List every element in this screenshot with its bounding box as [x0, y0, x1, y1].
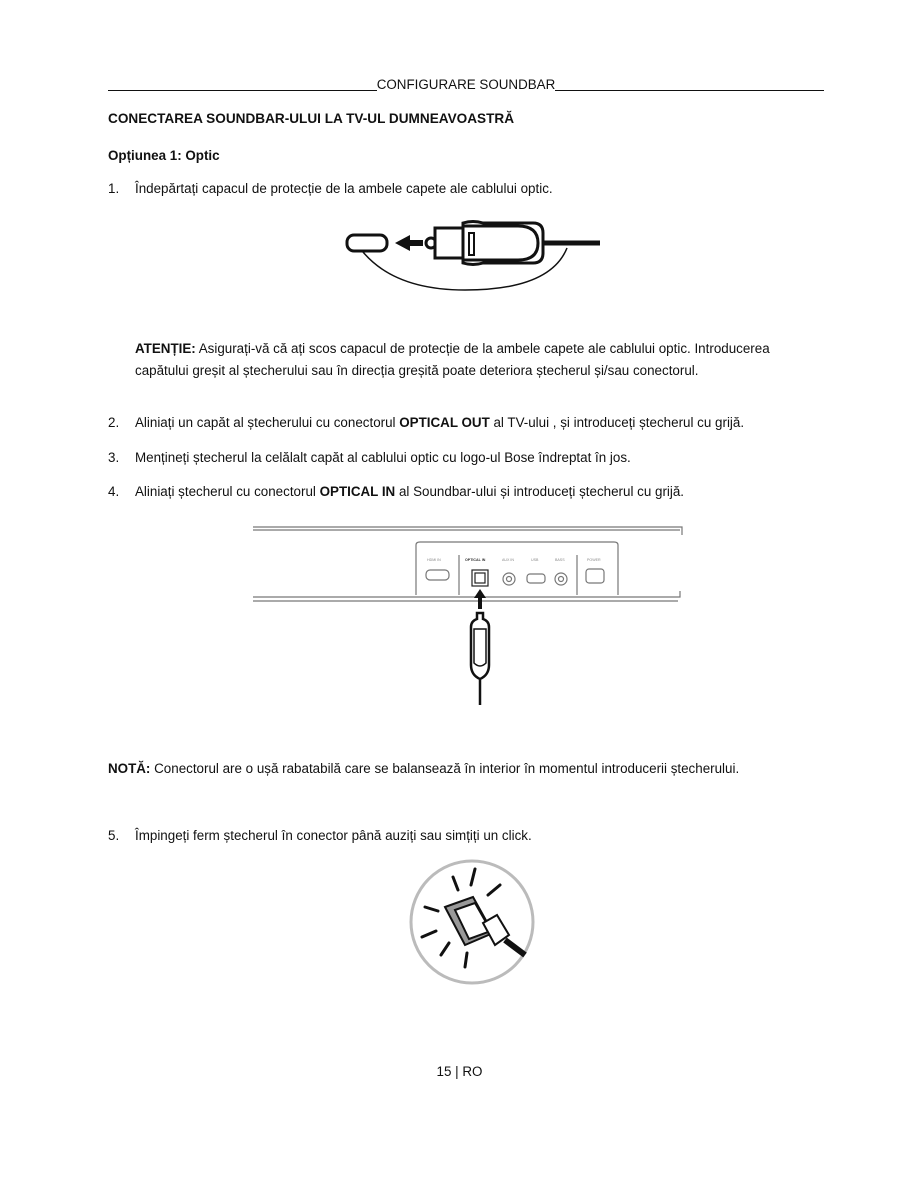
step-number: 3.	[108, 450, 120, 465]
step-number: 1.	[108, 181, 120, 196]
step-text: Împingeți ferm ștecherul în conector până auziți sau simțiți un click.	[135, 828, 532, 843]
port-label: USB	[531, 558, 539, 562]
click-illustration	[405, 855, 540, 990]
step-number: 4.	[108, 484, 120, 499]
port-label: BASS	[555, 558, 565, 562]
step-3	[108, 450, 828, 465]
page-number: 15 | RO	[436, 1064, 483, 1079]
step-number: 5.	[108, 828, 120, 843]
option-heading: Opțiunea 1: Optic	[108, 148, 220, 163]
running-header	[108, 75, 824, 93]
port-label: POWER	[587, 558, 601, 562]
port-label: AUX IN	[502, 558, 514, 562]
step-4	[108, 484, 828, 499]
caution-text: Asigurați-vă că ați scos capacul de protecție de la ambele capete ale cablului optic. Introducerea capătului greșit al ștecherului sau în direcția greșită poate deteriora ștecherul și/sau conectorul.	[135, 341, 770, 378]
step-2	[108, 415, 828, 430]
step-text: Aliniați un capăt al ștecherului cu conectorul OPTICAL OUT al TV-ului , și introduceți ștecherul cu grijă.	[135, 415, 745, 430]
optical-cap-illustration	[335, 218, 605, 298]
step-text: Aliniați ștecherul cu conectorul OPTICAL IN al Soundbar-ului și introduceți ștecherul cu grijă.	[135, 484, 685, 499]
step-5	[108, 828, 828, 843]
header-section-title: CONFIGURARE SOUNDBAR	[376, 77, 556, 92]
note-text: Conectorul are o ușă rabatabilă care se balansează în interior în momentul introducerii ștecherului.	[150, 761, 740, 776]
step-number: 2.	[108, 415, 120, 430]
note-label: NOTĂ:	[108, 761, 151, 776]
step-text: Îndepărtați capacul de protecție de la ambele capete ale cablului optic.	[135, 181, 553, 196]
caution-block	[135, 338, 815, 381]
page-title: CONECTAREA SOUNDBAR-ULUI LA TV-UL DUMNEAVOASTRĂ	[108, 111, 515, 126]
caution-label: ATENȚIE:	[135, 341, 196, 356]
port-label: HDMI IN	[427, 558, 441, 562]
port-label: OPTICAL IN	[465, 558, 486, 562]
note-block	[108, 761, 828, 776]
soundbar-rear-illustration	[250, 515, 690, 715]
step-text: Mențineți ștecherul la celălalt capăt al cablului optic cu logo-ul Bose îndreptat în jos.	[135, 450, 631, 465]
step-1	[108, 181, 828, 196]
